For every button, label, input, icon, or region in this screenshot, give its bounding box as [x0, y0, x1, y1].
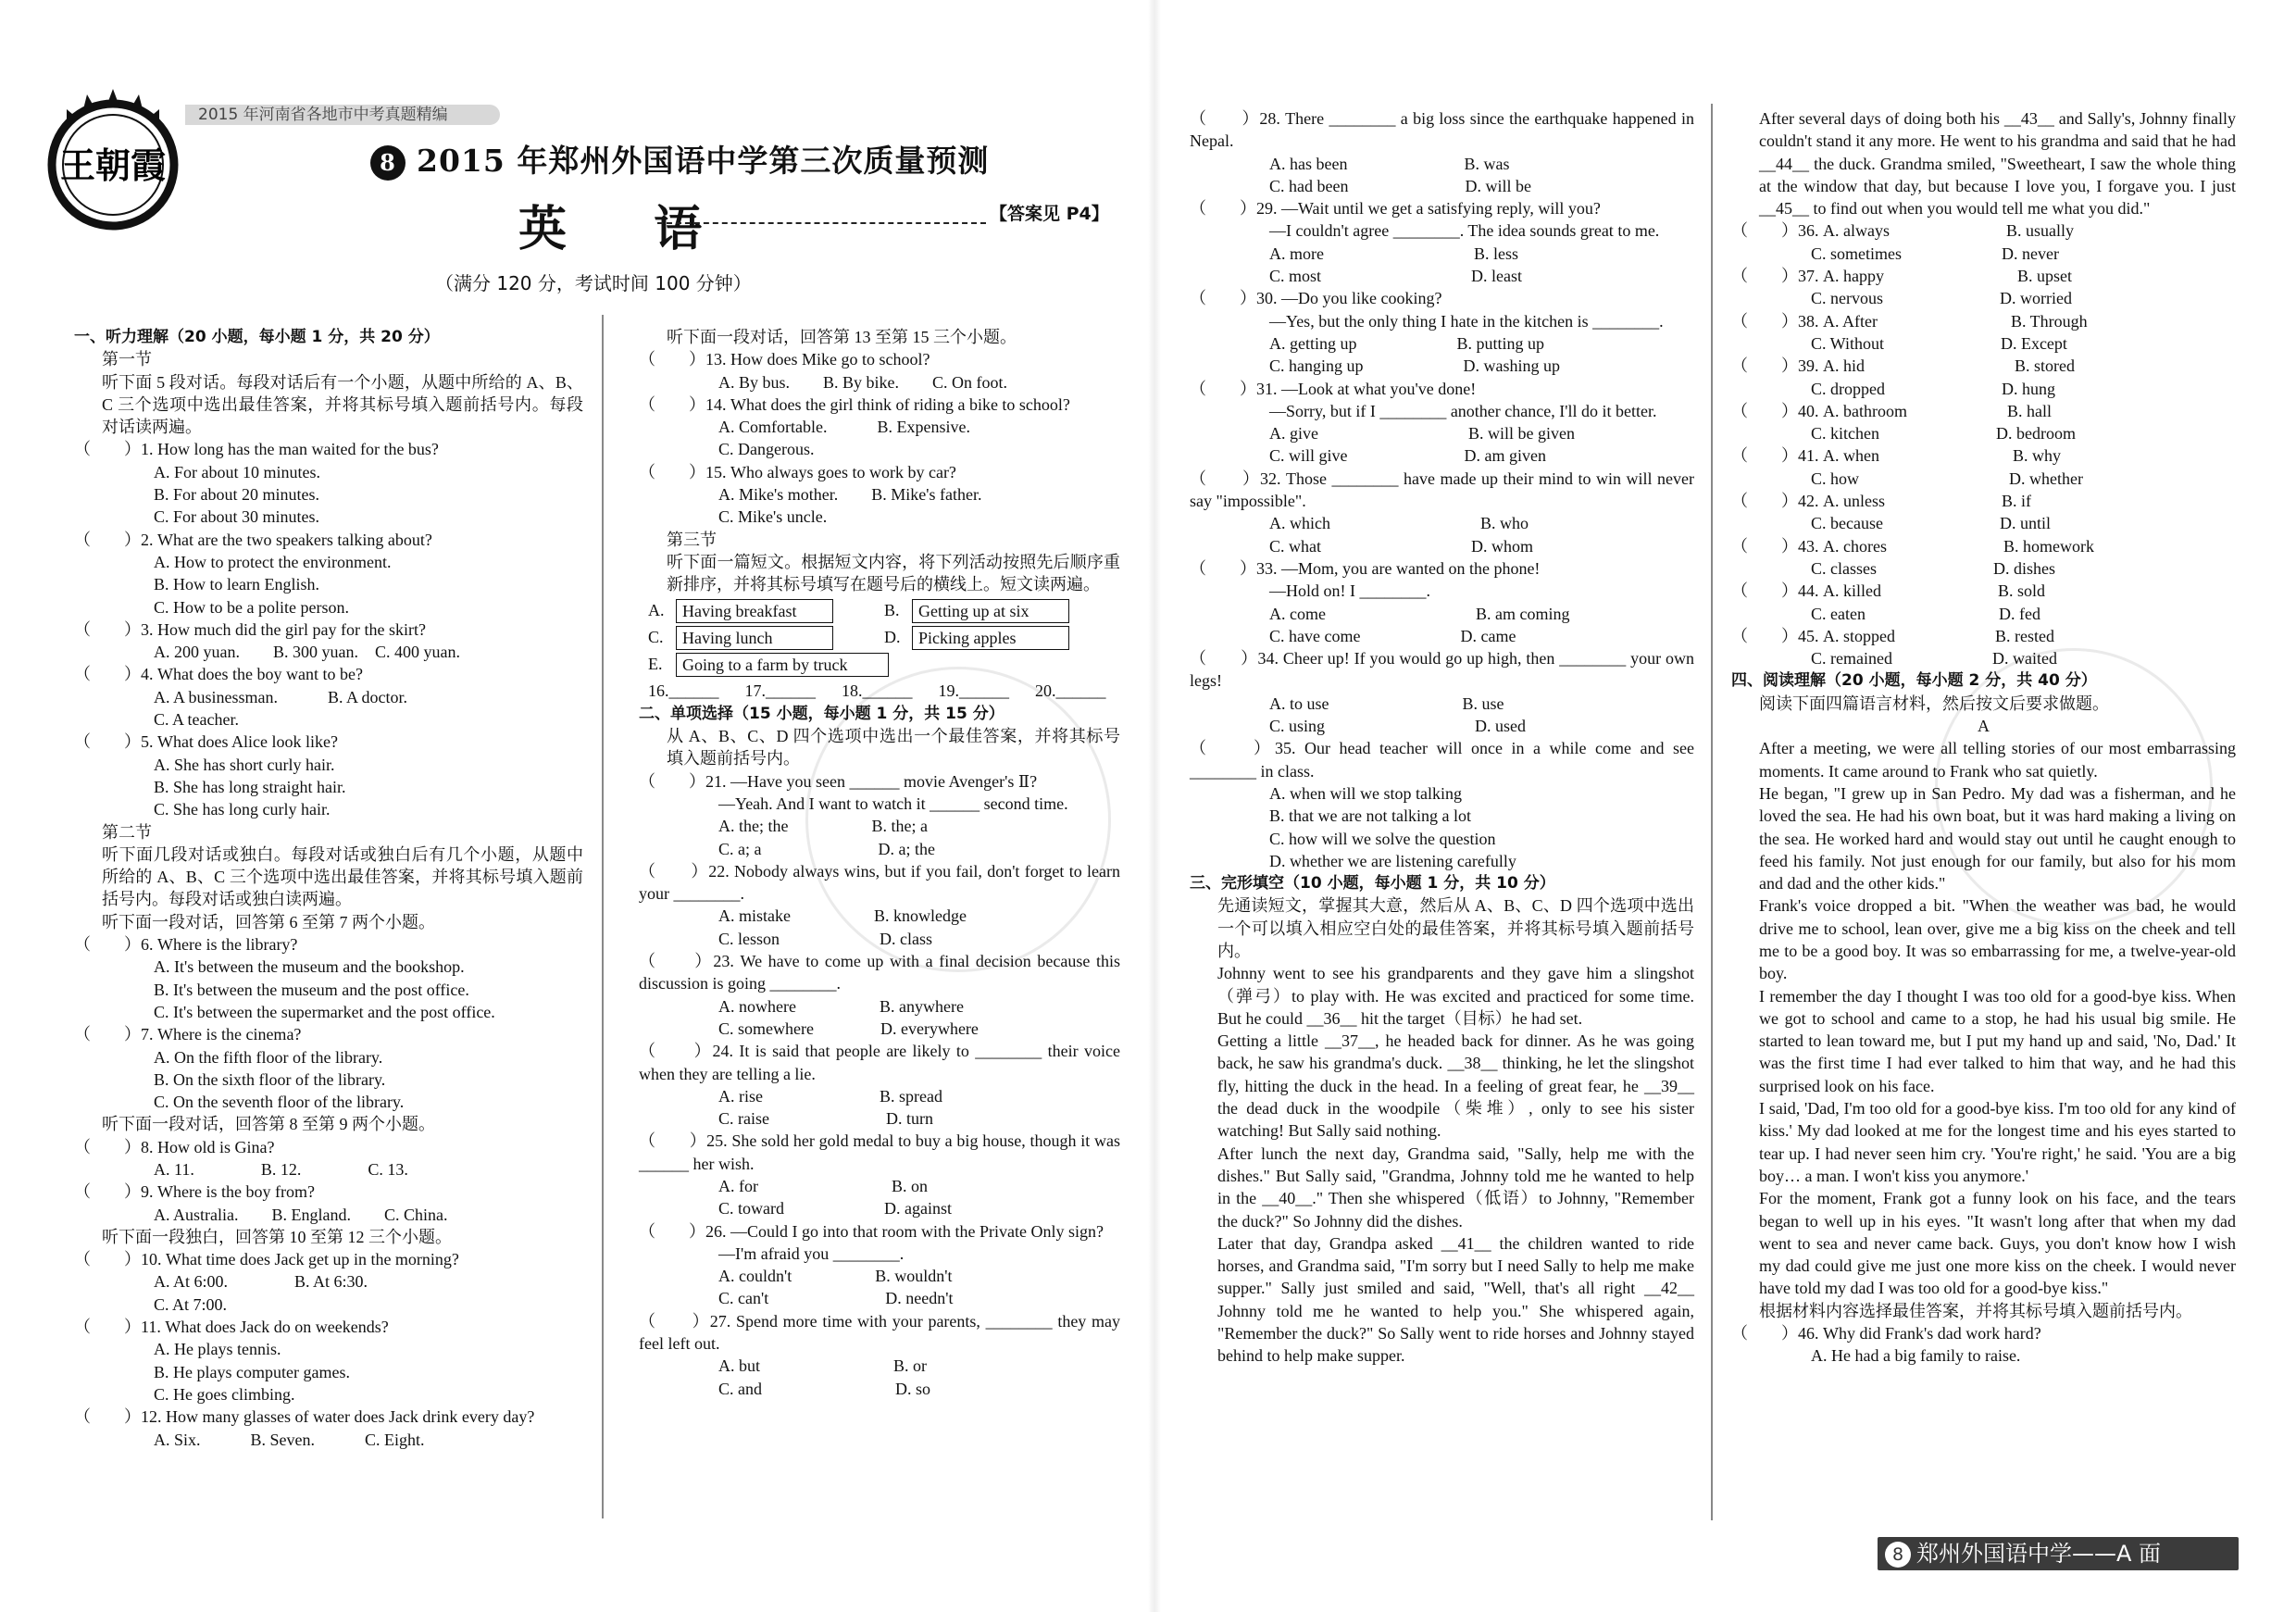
question-item: （ ）15. Who always goes to work by car? — [639, 462, 956, 481]
question-item: （ ）22. Nobody always wins, but if you fail, don't forget to learn your ________. — [639, 861, 1120, 904]
order-blank[interactable]: 18.______ — [842, 681, 913, 701]
question-option: C. For about 30 minutes. — [154, 507, 319, 527]
activity-box: Picking apples — [912, 626, 1069, 650]
question-item: （ ）37. A. happy B. upset — [1731, 267, 2072, 286]
text-paragraph: 阅读下面四篇语言材料，然后按文后要求做题。 — [1759, 694, 2109, 713]
question-option: A. A businessman. B. A doctor. — [154, 687, 408, 706]
text-paragraph: 听下面一篇短文。根据短文内容，将下列活动按照先后顺序重新排序，并将其标号填写在题号后的横线上。短文读两遍。 — [667, 552, 1120, 594]
question-item: （ ）25. She sold her gold medal to buy a big house, though it was ______ her wish. — [639, 1131, 1120, 1173]
question-item: （ ）30. —Do you like cooking? — [1190, 289, 1442, 308]
question-option: C. Mike's uncle. — [718, 507, 828, 527]
section-heading: 四、阅读理解（20 小题，每小题 2 分，共 40 分） — [1731, 671, 2097, 691]
question-option: C. He goes climbing. — [154, 1384, 295, 1404]
question-item: （ ）32. Those ________ have made up their mind to win will never say "impossible". — [1190, 469, 1694, 511]
question-option: —Hold on! I ________. — [1269, 581, 1430, 601]
question-item: （ ）33. —Mom, you are wanted on the phone! — [1190, 558, 1541, 578]
question-item: （ ）4. What does the boy want to be? — [74, 665, 363, 684]
order-blank[interactable]: 16.______ — [648, 681, 719, 701]
question-option: C. have come D. came — [1269, 626, 1516, 645]
series-banner: 2015 年河南省各地市中考真题精编 — [185, 105, 500, 125]
question-option: A. the; the B. the; a — [718, 817, 928, 836]
question-item: （ ）42. A. unless B. if — [1731, 492, 2031, 511]
question-option: C. raise D. turn — [718, 1109, 933, 1129]
question-option: A. give B. will be given — [1269, 424, 1575, 444]
question-option: A. On the fifth floor of the library. — [154, 1047, 383, 1067]
question-option: A. more B. less — [1269, 244, 1518, 263]
box-letter: A. — [648, 600, 665, 619]
text-paragraph: Frank's voice dropped a bit. "When the weather was bad, he would drive me to school, lean over, give me a big kiss on the cheek and tell me to be a good boy. It was so embarrassing for me, a twelve-year-old boy. — [1759, 896, 2236, 983]
question-option: A. couldn't B. wouldn't — [718, 1267, 953, 1286]
question-option: C. how will we solve the question — [1269, 829, 1496, 848]
text-paragraph: After several days of doing both his __43__ and Sally's, Johnny finally couldn't stand it any more. He went to his grandma and said that he had __44__ the duck. Grandma smiled, "Sweetheart, I saw the whole thing at the window that day, but because I love you, I forgave you. I just __45__ to find out when you would tell me what you did." — [1759, 109, 2236, 219]
question-item: （ ）2. What are the two speakers talking about? — [74, 530, 432, 549]
question-item: （ ）8. How old is Gina? — [74, 1137, 275, 1156]
question-option: A. By bus. B. By bike. C. On foot. — [718, 372, 1008, 392]
text-paragraph: I remember the day I thought I was too old for a good-bye kiss. When we got to school and came to a stop, he had his usual big smile. He started to lean toward me, but I put my hand up and said, 'No, Dad.' It was the first time I had ever talked to him that way, and he had this surprised look on his face. — [1759, 986, 2236, 1095]
question-option: A. but B. or — [718, 1356, 927, 1376]
question-option: C. sometimes D. never — [1811, 244, 2059, 263]
question-item: （ ）23. We have to come up with a final decision because this discussion is going ________. — [639, 952, 1120, 993]
section-heading: 一、听力理解（20 小题，每小题 1 分，共 20 分） — [74, 328, 440, 346]
text-paragraph: 听下面一段对话，回答第 6 至第 7 两个小题。 — [102, 912, 435, 931]
logo-text: 王朝霞 — [59, 144, 167, 186]
question-option: C. On the seventh floor of the library. — [154, 1093, 405, 1112]
question-option: D. whether we are listening carefully — [1269, 851, 1516, 870]
text-paragraph: Later that day, Grandpa asked __41__ the children wanted to ride horses, and Grandma said, "I'm sorry but I need Sally to help me make supper." Sally just smiled and said, "Well, that's all right __42__ Johnny told me he wanted to help you." She whispered again, "Remember the duck?" So Sally went to ride horses and Johnny stayed behind to help make supper. — [1217, 1233, 1694, 1366]
question-option: A. Mike's mother. B. Mike's father. — [718, 485, 982, 505]
text-paragraph: A — [1978, 717, 1990, 736]
gutter-shadow — [1148, 0, 1161, 1612]
question-option: B. On the sixth floor of the library. — [154, 1069, 386, 1089]
question-item: （ ）3. How much did the girl pay for the skirt? — [74, 619, 426, 639]
text-paragraph: 先通读短文，掌握其大意，然后从 A、B、C、D 四个选项中选出一个可以填入相应空白处的最佳答案，并将其标号填入题前括号内。 — [1217, 896, 1694, 960]
activity-box: Getting up at six — [912, 599, 1069, 623]
question-item: （ ）36. A. always B. usually — [1731, 221, 2074, 241]
question-option: C. toward D. against — [718, 1199, 952, 1218]
question-option: C. Without D. Except — [1811, 333, 2067, 353]
question-option: C. most D. least — [1269, 267, 1522, 286]
question-option: C. had been D. will be — [1269, 176, 1531, 195]
question-option: C. lesson D. class — [718, 929, 932, 948]
text-paragraph: 听下面一段对话，回答第 13 至第 15 三个小题。 — [667, 328, 1017, 346]
question-item: （ ）44. A. killed B. sold — [1731, 581, 2046, 601]
question-option: B. It's between the museum and the post office. — [154, 980, 469, 999]
box-letter: D. — [884, 627, 901, 646]
footer-text: 郑州外国语中学——A 面 — [1916, 1541, 2162, 1567]
text-paragraph: 第三节 — [667, 530, 717, 549]
question-option: B. He plays computer games. — [154, 1362, 350, 1381]
text-paragraph: 第二节 — [102, 822, 152, 842]
question-item: （ ）45. A. stopped B. rested — [1731, 626, 2054, 645]
order-blank[interactable]: 19.______ — [938, 681, 1009, 701]
exam-number-badge: 8 — [370, 145, 406, 181]
text-paragraph: 听下面 5 段对话。每段对话后有一个小题，从题中所给的 A、B、C 三个选项中选出最佳答案，并将其标号填入题前括号内。每段对话读两遍。 — [102, 372, 583, 437]
page-title — [370, 137, 1111, 181]
answer-reference: 【答案见 P4】 — [989, 199, 1110, 226]
question-item: （ ）41. A. when B. why — [1731, 446, 2061, 466]
activity-box: Having breakfast — [676, 599, 833, 623]
question-option: B. that we are not talking a lot — [1269, 806, 1471, 826]
question-option: —I'm afraid you ________. — [718, 1243, 905, 1263]
question-option: B. How to learn English. — [154, 575, 319, 594]
question-option: C. kitchen D. bedroom — [1811, 424, 2076, 444]
question-option: C. eaten D. fed — [1811, 604, 2040, 623]
text-paragraph: For the moment, Frank got a funny look on his face, and the tears began to well up in his eyes. "It wasn't long after that when my dad went to sea and never came back. Guys, you don't know how I wish my dad could give me just one more kiss on the cheek. I would never have told my dad I was too old for a good-bye kiss." — [1759, 1189, 2236, 1298]
text-paragraph: I said, 'Dad, I'm too old for a good-bye kiss. I'm too old for any kind of kiss.' My dad looked at me for the longest time and his eyes started to tear up. I had never seen him cry. 'You're right,' he said. 'You are a big boy… a man. I won't kiss you anymore.' — [1759, 1099, 2236, 1185]
question-item: （ ）39. A. hid B. stored — [1731, 356, 2075, 376]
question-option: B. She has long straight hair. — [154, 777, 346, 796]
question-option: A. Australia. B. England. C. China. — [154, 1205, 448, 1224]
question-option: C. Dangerous. — [718, 440, 815, 459]
box-letter: C. — [648, 627, 664, 646]
question-item: （ ）11. What does Jack do on weekends? — [74, 1318, 389, 1337]
order-blank[interactable]: 20.______ — [1035, 681, 1106, 701]
question-option: C. how D. whether — [1811, 469, 2083, 488]
column-3 — [1190, 107, 1694, 1368]
section-heading: 二、单项选择（15 小题，每小题 1 分，共 15 分） — [639, 704, 1004, 723]
question-option: C. How to be a polite person. — [154, 597, 349, 617]
text-paragraph: He began, "I grew up in San Pedro. My dad was a fisherman, and he loved the sea. He had his own boat, but it was hard making a living on the sea. He worked hard and would stay out until he caught enough to feed his family. Not just enough for our family, but also for his mom and dad and the other kids." — [1759, 783, 2236, 893]
text-paragraph: Getting a little __37__, he headed back for dinner. As he was going back, he saw his grandma's duck. __38__ thinking, he let the slingshot fly, hitting the duck in the head. In a feeling of great fear, he __39__ the dead duck in the woodpile（柴堆）, only to see his sister watching! But Sally said nothing. — [1217, 1031, 1694, 1141]
question-item: （ ）1. How long has the man waited for the bus? — [74, 440, 439, 459]
score-time-info: （满分 120 分，考试时间 100 分钟） — [435, 272, 752, 294]
question-item: （ ）7. Where is the cinema? — [74, 1025, 302, 1044]
footer-number-badge: 8 — [1885, 1542, 1911, 1568]
activity-box: Having lunch — [676, 626, 833, 650]
question-option: A. At 6:00. B. At 6:30. — [154, 1272, 368, 1292]
question-option: A. For about 10 minutes. — [154, 462, 320, 481]
question-option: A. when will we stop talking — [1269, 783, 1462, 803]
question-option: A. rise B. spread — [718, 1086, 942, 1106]
text-paragraph: 听下面几段对话或独白。每段对话或独白后有几个小题，从题中所给的 A、B、C 三个选项中选出最佳答案，并将其标号填入题前括号内。每段对话或独白读两遍。 — [102, 844, 583, 909]
question-option: A. which B. who — [1269, 514, 1529, 533]
question-item: （ ）6. Where is the library? — [74, 935, 298, 955]
order-blank[interactable]: 17.______ — [744, 681, 816, 701]
question-option: A. for B. on — [718, 1176, 928, 1195]
question-option: C. using D. used — [1269, 717, 1527, 736]
question-option: A. 11. B. 12. C. 13. — [154, 1159, 408, 1179]
question-item: （ ）31. —Look at what you've done! — [1190, 379, 1477, 398]
question-option: A. How to protect the environment. — [154, 552, 392, 571]
section-heading: 三、完形填空（10 小题，每小题 1 分，共 10 分） — [1190, 874, 1555, 893]
subject-rule — [657, 222, 986, 224]
text-paragraph: 从 A、B、C、D 四个选项中选出一个最佳答案，并将其标号填入题前括号内。 — [667, 727, 1120, 769]
question-item: （ ）21. —Have you seen ______ movie Avenger's Ⅱ? — [639, 771, 1038, 791]
question-item: （ ）9. Where is the boy from? — [74, 1182, 315, 1202]
question-option: C. somewhere D. everywhere — [718, 1018, 979, 1038]
question-option: A. He had a big family to raise. — [1811, 1346, 2021, 1366]
question-item: （ ）10. What time does Jack get up in the morning? — [74, 1250, 459, 1269]
question-option: C. classes D. dishes — [1811, 558, 2055, 578]
question-option: C. and D. so — [718, 1379, 930, 1398]
question-option: C. can't D. needn't — [718, 1289, 954, 1308]
question-option: A. getting up B. putting up — [1269, 333, 1544, 353]
question-option: —Yes, but the only thing I hate in the kitchen is ________. — [1269, 311, 1664, 331]
column-divider-left — [602, 315, 604, 1518]
question-item: （ ）26. —Could I go into that room with the Private Only sign? — [639, 1221, 1104, 1241]
question-item: （ ）28. There ________ a big loss since the earthquake happened in Nepal. — [1190, 109, 1694, 151]
question-item: （ ）13. How does Mike go to school? — [639, 350, 930, 369]
question-option: C. what D. whom — [1269, 536, 1533, 556]
question-item: （ ）35. Our head teacher will once in a while come and see ________ in class. — [1190, 739, 1694, 781]
text-paragraph: After a meeting, we were all telling stories of our most embarrassing moments. It came around to Frank who sat quietly. — [1759, 739, 2236, 781]
question-option: A. come B. am coming — [1269, 604, 1570, 623]
question-option: A. She has short curly hair. — [154, 755, 335, 774]
question-option: A. 200 yuan. B. 300 yuan. C. 400 yuan. — [154, 643, 460, 662]
question-option: C. At 7:00. — [154, 1294, 228, 1314]
question-option: A. Comfortable. B. Expensive. — [718, 418, 970, 437]
question-option: A. Six. B. Seven. C. Eight. — [154, 1430, 425, 1449]
question-option: C. a; a D. a; the — [718, 839, 935, 858]
column-2 — [639, 326, 1120, 1400]
text-paragraph: 听下面一段独白，回答第 10 至第 12 三个小题。 — [102, 1227, 452, 1246]
question-item: （ ）34. Cheer up! If you would go up high, then ________ your own legs! — [1190, 649, 1694, 691]
question-option: C. remained D. waited — [1811, 649, 2057, 669]
question-option: A. He plays tennis. — [154, 1340, 281, 1359]
column-divider-right — [1711, 104, 1713, 1520]
exam-title: 2015 年郑州外国语中学第三次质量预测 — [417, 143, 990, 179]
question-option: —Sorry, but if I ________ another chance, I'll do it better. — [1269, 401, 1657, 420]
question-option: B. For about 20 minutes. — [154, 485, 319, 505]
question-item: （ ）27. Spend more time with your parents, ________ they may feel left out. — [639, 1311, 1120, 1354]
activity-box: Going to a farm by truck — [676, 653, 889, 677]
activity-boxes — [639, 599, 1120, 678]
question-item: （ ）24. It is said that people are likely to ________ their voice when they are telling a lie. — [639, 1042, 1120, 1083]
text-paragraph: After lunch the next day, Grandma said, "Sally, help me with the dishes." But Sally said, "Grandma, Johnny told me he wanted to help in the __40__." Then she whispered（低语）to Johnny, "Remember the duck?" So Johnny did the dishes. — [1217, 1143, 1694, 1231]
question-option: A. to use B. use — [1269, 694, 1504, 713]
box-letter: B. — [884, 600, 900, 619]
question-item: （ ）5. What does Alice look like? — [74, 732, 338, 752]
question-item: （ ）43. A. chores B. homework — [1731, 536, 2094, 556]
text-paragraph: 第一节 — [102, 350, 152, 369]
question-option: —Yeah. And I want to watch it ______ second time. — [718, 794, 1068, 813]
order-blanks — [639, 680, 1120, 702]
question-option: A. It's between the museum and the bookshop. — [154, 957, 465, 977]
question-option: A. nowhere B. anywhere — [718, 996, 964, 1016]
question-option: A. mistake B. knowledge — [718, 906, 967, 926]
page-footer — [1878, 1537, 2239, 1570]
subject-heading: 英 语 — [518, 201, 738, 257]
question-item: （ ）38. A. After B. Through — [1731, 311, 2088, 331]
question-option: C. A teacher. — [154, 710, 239, 730]
question-option: C. hanging up D. washing up — [1269, 356, 1560, 376]
question-option: C. She has long curly hair. — [154, 800, 331, 819]
text-paragraph: 听下面一段对话，回答第 8 至第 9 两个小题。 — [102, 1115, 435, 1134]
brand-logo-icon — [35, 85, 191, 241]
question-item: （ ）46. Why did Frank's dad work hard? — [1731, 1324, 2041, 1343]
question-option: C. dropped D. hung — [1811, 379, 2055, 398]
question-option: C. because D. until — [1811, 514, 2051, 533]
question-option: —I couldn't agree ________. The idea sounds great to me. — [1269, 221, 1660, 241]
column-1 — [74, 326, 583, 1451]
question-item: （ ）14. What does the girl think of riding a bike to school? — [639, 394, 1070, 414]
text-paragraph: Johnny went to see his grandparents and they gave him a slingshot（弹弓）to play with. He was excited and practiced for some time. But he could __36__ hit the target（目标）he had set. — [1217, 964, 1694, 1028]
question-option: C. will give D. am given — [1269, 446, 1546, 466]
question-item: （ ）40. A. bathroom B. hall — [1731, 401, 2052, 420]
question-option: A. has been B. was — [1269, 154, 1510, 173]
question-item: （ ）29. —Wait until we get a satisfying reply, will you? — [1190, 199, 1601, 219]
question-option: C. nervous D. worried — [1811, 289, 2072, 308]
question-option: C. It's between the supermarket and the post office. — [154, 1002, 495, 1021]
column-4 — [1731, 107, 2236, 1368]
text-paragraph: 根据材料内容选择最佳答案，并将其标号填入题前括号内。 — [1759, 1301, 2192, 1320]
question-item: （ ）12. How many glasses of water does Jack drink every day? — [74, 1407, 535, 1427]
box-letter: E. — [648, 655, 663, 674]
